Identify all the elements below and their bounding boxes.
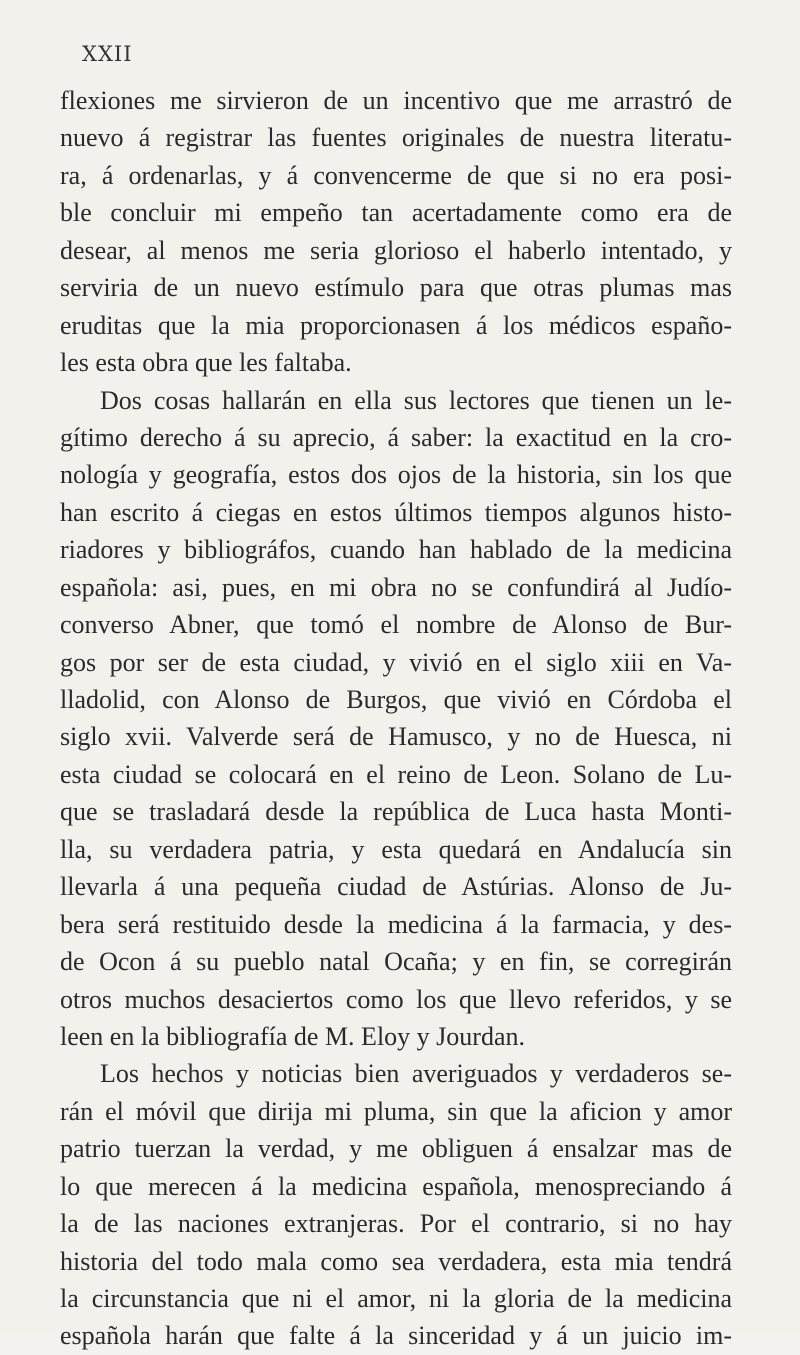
text-line: llevarla á una pequeña ciudad de Astúrias. Alonso de Ju- <box>60 872 732 902</box>
text-line: la de las naciones extranjeras. Por el contrario, si no hay <box>60 1209 732 1239</box>
text-line: gos por ser de esta ciudad, y vivió en el siglo xiii en Va- <box>60 647 732 677</box>
text-line: de Ocon á su pueblo natal Ocaña; y en fin, se corregirán <box>60 947 732 977</box>
text-line: Dos cosas hallarán en ella sus lectores que tienen un le- <box>100 385 732 415</box>
body-text <box>60 82 732 1355</box>
text-line: les esta obra que les faltaba. <box>60 348 352 378</box>
text-line: eruditas que la mia proporcionasen á los médicos españo- <box>60 310 732 340</box>
text-line: Los hechos y noticias bien averiguados y verdaderos se- <box>100 1059 732 1089</box>
text-line: converso Abner, que tomó el nombre de Alonso de Bur- <box>60 610 732 640</box>
text-line: desear, al menos me seria glorioso el haberlo intentado, y <box>60 235 732 265</box>
text-line: serviria de un nuevo estímulo para que otras plumas mas <box>60 273 732 303</box>
text-line: ble concluir mi empeño tan acertadamente como era de <box>60 198 732 228</box>
text-line: que se trasladará desde la república de Luca hasta Monti- <box>60 797 732 827</box>
text-line: la circunstancia que ni el amor, ni la gloria de la medicina <box>60 1284 732 1313</box>
text-line: nología y geografía, estos dos ojos de la historia, sin los que <box>60 460 732 490</box>
text-line: flexiones me sirvieron de un incentivo que me arrastró de <box>60 86 732 115</box>
text-line: lo que merecen á la medicina española, menospreciando á <box>60 1171 732 1201</box>
text-line: lla, su verdadera patria, y esta quedará en Andalucía sin <box>60 834 732 864</box>
page-number: XXII <box>82 42 133 66</box>
text-line: bera será restituido desde la medicina á la farmacia, y des- <box>60 909 732 939</box>
text-line: española harán que falte á la sinceridad y á un juicio im- <box>60 1321 732 1351</box>
text-line: historia del todo mala como sea verdadera, esta mia tendrá <box>60 1246 732 1276</box>
text-line: patrio tuerzan la verdad, y me obliguen á ensalzar mas de <box>60 1134 732 1164</box>
text-line: leen en la bibliografía de M. Eloy y Jourdan. <box>60 1021 525 1051</box>
text-line: nuevo á registrar las fuentes originales de nuestra literatu- <box>60 123 732 153</box>
text-line: han escrito á ciegas en estos últimos tiempos algunos histo- <box>60 497 732 527</box>
text-line: siglo xvii. Valverde será de Hamusco, y no de Huesca, ni <box>60 722 732 752</box>
text-line: gítimo derecho á su aprecio, á saber: la exactitud en la cro- <box>60 422 732 452</box>
text-line: riadores y bibliográfos, cuando han hablado de la medicina <box>60 535 732 565</box>
text-line: rán el móvil que dirija mi pluma, sin que la aficion y amor <box>60 1096 732 1126</box>
text-line: española: asi, pues, en mi obra no se confundirá al Judío- <box>60 572 732 602</box>
text-line: esta ciudad se colocará en el reino de Leon. Solano de Lu- <box>60 759 732 789</box>
text-line: lladolid, con Alonso de Burgos, que vivió en Córdoba el <box>60 685 732 714</box>
text-line: ra, á ordenarlas, y á convencerme de que si no era posi- <box>60 160 732 190</box>
text-line: otros muchos desaciertos como los que llevo referidos, y se <box>60 984 732 1014</box>
